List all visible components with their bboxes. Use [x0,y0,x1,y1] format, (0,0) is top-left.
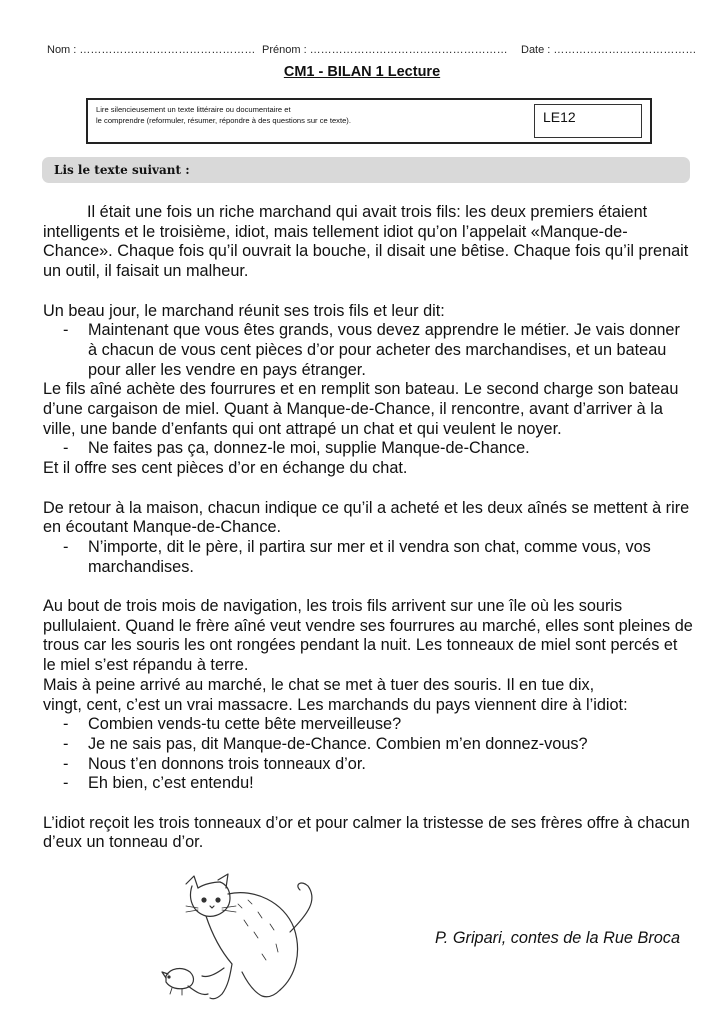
cat-and-mouse-illustration [158,872,333,1012]
story-paragraph: Mais à peine arrivé au marché, le chat se met à tuer des souris. Il en tue dix, [43,675,595,694]
dialogue-dash: - [63,715,69,734]
dialogue-text: N’importe, dit le père, il partira sur mer et il vendra son chat, comme vous, vos marchandises. [88,537,651,576]
dialogue-dash: - [63,754,69,773]
nom-field: Nom : ………………………………………… [47,44,256,56]
story-text [43,203,693,853]
dialogue-line [43,538,693,577]
dialogue-text: Nous t’en donnons trois tonneaux d’or. [88,754,366,773]
dialogue-text: Eh bien, c’est entendu! [88,774,254,793]
dialogue-dash: - [63,439,69,458]
dialogue-dash: - [63,734,69,753]
dialogue-text: Ne faites pas ça, donnez-le moi, supplie Manque-de-Chance. [88,439,530,458]
story-paragraph: vingt, cent, c’est un vrai massacre. Les marchands du pays viennent dire à l’idiot: [43,695,628,714]
dialogue-dash: - [63,537,69,556]
dialogue-dash: - [63,774,69,793]
dialogue-dash: - [63,321,69,340]
story-paragraph: Un beau jour, le marchand réunit ses trois fils et leur dit: [43,301,445,320]
page-title: CM1 - BILAN 1 Lecture [283,64,441,80]
instruction-label: Lis le texte suivant : [54,163,190,177]
objective-text [96,104,516,126]
prenom-field: Prénom : ……………………………………………… [262,44,508,56]
author-credit: P. Gripari, contes de la Rue Broca [435,929,680,947]
story-paragraph: Il était une fois un riche marchand qui avait trois fils: les deux premiers étaient intelligents et le troisième, idiot, mais tellement idiot qu’on l’appelait «Manque-de-Chance». Chaque fois qu’il ouvrait la bouche, il disait une bêtise. Chaque fois qu’il prenait un outil, il faisait un malheur. [43,203,689,281]
story-paragraph: Et il offre ses cent pièces d’or en échange du chat. [43,459,408,478]
dialogue-line [43,321,693,380]
dialogue-text: Combien vends-tu cette bête merveilleuse? [88,715,402,734]
dialogue-text: Maintenant que vous êtes grands, vous devez apprendre le métier. Je vais donner à chacun de vous cent pièces d’or pour acheter des marchandises, et un bateau pour aller les vendre en pays étranger. [88,321,680,379]
dialogue-line [43,735,693,755]
dialogue-line [43,439,693,459]
dialogue-line [43,774,693,794]
story-paragraph: De retour à la maison, chacun indique ce qu’il a acheté et les deux aînés se mettent à rire en écoutant Manque-de-Chance. [43,498,690,537]
dialogue-line [43,715,693,735]
objective-line-1: Lire silencieusement un texte littéraire ou documentaire et [96,105,291,114]
dialogue-line [43,755,693,775]
objective-box [86,98,652,144]
story-paragraph: Le fils aîné achète des fourrures et en remplit son bateau. Le second charge son bateau d’une cargaison de miel. Quant à Manque-de-Chance, il rencontre, avant d’arriver à la ville, une bande d’enfants qui ont attrapé un chat et qui veulent le noyer. [43,380,679,438]
dialogue-text: Je ne sais pas, dit Manque-de-Chance. Combien m’en donnez-vous? [88,734,588,753]
objective-line-2: le comprendre (reformuler, résumer, répondre à des questions sur ce texte). [96,116,351,125]
story-paragraph: Au bout de trois mois de navigation, les trois fils arrivent sur une île où les souris pullulaient. Quand le frère aîné veut vendre ses fourrures au marché, elles sont pleines de trous car les souris les ont rongées pendant la nuit. Les tonneaux de miel sont percés et le miel s’est répandu à terre. [43,597,693,675]
instruction-bar [42,157,690,183]
date-field: Date : ………………………………… [521,44,697,56]
story-paragraph: L’idiot reçoit les trois tonneaux d’or et pour calmer la tristesse de ses frères offre à chacun d’eux un tonneau d’or. [43,813,690,852]
objective-code: LE12 [534,104,642,138]
